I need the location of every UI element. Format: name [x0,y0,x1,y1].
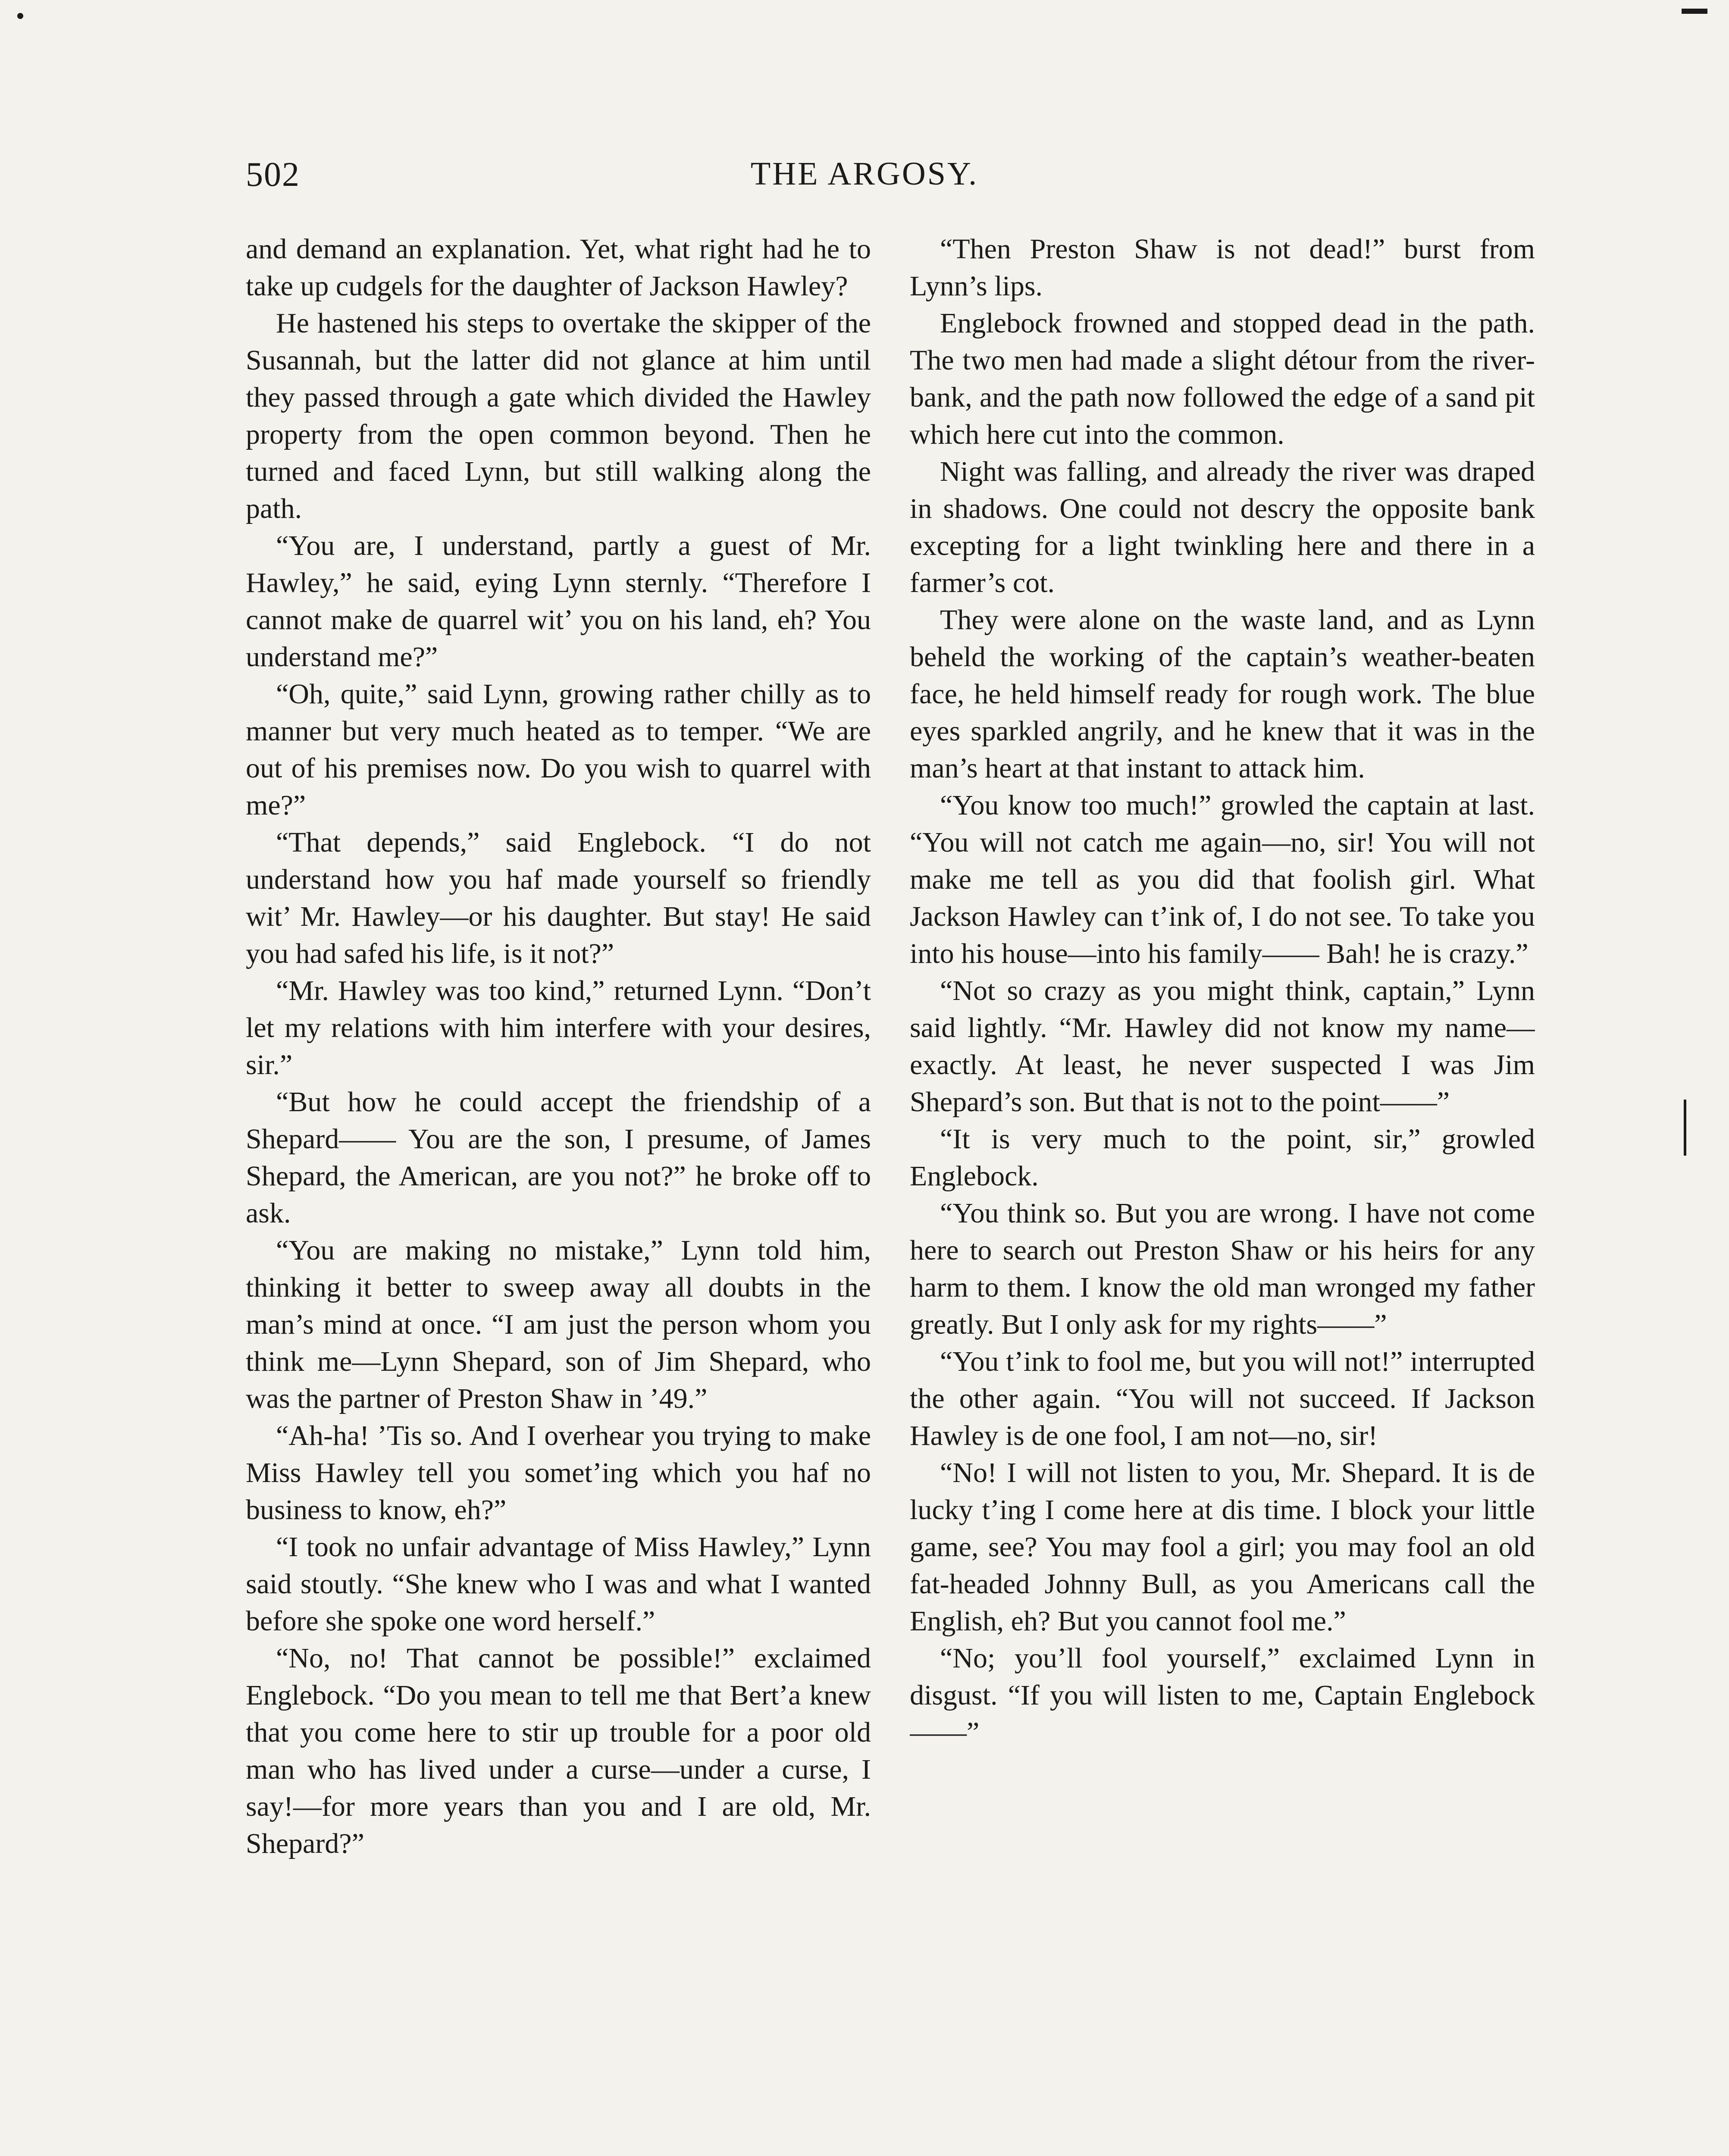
left-column [246,231,871,2156]
paragraph: “No! I will not listen to you, Mr. Shepard. It is de lucky t’ing I come here at dis time. I block your little game, see? You may fool a girl; you may fool an old fat-headed Johnny Bull, as you Americans call the English, eh? But you cannot fool me.” [910,1457,1535,1637]
paragraph: “Then Preston Shaw is not dead!” burst from Lynn’s lips. [910,233,1535,302]
paragraph: “No; you’ll fool yourself,” exclaimed Lynn in disgust. “If you will listen to me, Captain Englebock——” [910,1642,1535,1748]
right-column [910,231,1535,2156]
page-number: 502 [246,156,300,194]
paragraph: He hastened his steps to overtake the skipper of the Susannah, but the latter did not glance at him until they passed through a gate which divided the Hawley property from the open common beyond. Then he turned and faced Lynn, but still walking along the path. [246,307,871,524]
paragraph: Night was falling, and already the river was draped in shadows. One could not descry the opposite bank excepting for a light twinkling here and there in a farmer’s cot. [910,456,1535,599]
paragraph: and demand an explanation. Yet, what right had he to take up cudgels for the daughter of Jackson Hawley? [246,233,871,302]
paragraph: “You t’ink to fool me, but you will not!” interrupted the other again. “You will not succeed. If Jackson Hawley is de one fool, I am not—no, sir! [910,1346,1535,1451]
paragraph: They were alone on the waste land, and as Lynn beheld the working of the captain’s weather-beaten face, he held himself ready for rough work. The blue eyes sparkled angrily, and he knew that it was in the man’s heart at that instant to attack him. [910,604,1535,784]
paragraph: “Ah-ha! ’Tis so. And I overhear you trying to make Miss Hawley tell you somet’ing which you haf no business to know, eh?” [246,1420,871,1526]
paragraph: “That depends,” said Englebock. “I do not understand how you haf made yourself so friendly wit’ Mr. Hawley—or his daughter. But stay! He said you had safed his life, is it not?” [246,827,871,969]
scan-mark [1684,1100,1686,1156]
paragraph: “You think so. But you are wrong. I have not come here to search out Preston Shaw or his heirs for any harm to them. I know the old man wronged my father greatly. But I only ask for my rights——” [910,1197,1535,1340]
paragraph: “You are making no mistake,” Lynn told him, thinking it better to sweep away all doubts in the man’s mind at once. “I am just the person whom you think me—Lynn Shepard, son of Jim Shepard, who was the partner of Preston Shaw in ’49.” [246,1235,871,1414]
paragraph: “You know too much!” growled the captain at last. “You will not catch me again—no, sir! You will not make me tell as you did that foolish girl. What Jackson Hawley can t’ink of, I do not see. To take you into his house—into his family—— Bah! he is crazy.” [910,790,1535,969]
paragraph: “No, no! That cannot be possible!” exclaimed Englebock. “Do you mean to tell me that Bert’a knew that you come here to stir up trouble for a poor old man who has lived under a curse—under a curse, I say!—for more years than you and I are old, Mr. Shepard?” [246,1642,871,1859]
paragraph: “Not so crazy as you might think, captain,” Lynn said lightly. “Mr. Hawley did not know my name—exactly. At least, he never suspected I was Jim Shepard’s son. But that is not to the point——” [910,975,1535,1118]
paragraph: “I took no unfair advantage of Miss Hawley,” Lynn said stoutly. “She knew who I was and what I wanted before she spoke one word herself.” [246,1531,871,1637]
paragraph: “Mr. Hawley was too kind,” returned Lynn. “Don’t let my relations with him interfere with your desires, sir.” [246,975,871,1081]
running-head: THE ARGOSY. [750,156,979,192]
paragraph: “It is very much to the point, sir,” growled Englebock. [910,1123,1535,1192]
paragraph: Englebock frowned and stopped dead in the path. The two men had made a slight détour from the river-bank, and the path now followed the edge of a sand pit which here cut into the common. [910,307,1535,450]
scan-mark [17,13,23,19]
scan-mark [1682,9,1707,14]
paragraph: “Oh, quite,” said Lynn, growing rather chilly as to manner but very much heated as to temper. “We are out of his premises now. Do you wish to quarrel with me?” [246,678,871,821]
paragraph: “But how he could accept the friendship of a Shepard—— You are the son, I presume, of James Shepard, the American, are you not?” he broke off to ask. [246,1086,871,1229]
paragraph: “You are, I understand, partly a guest of Mr. Hawley,” he said, eying Lynn sternly. “Therefore I cannot make de quarrel wit’ you on his land, eh? You understand me?” [246,530,871,673]
